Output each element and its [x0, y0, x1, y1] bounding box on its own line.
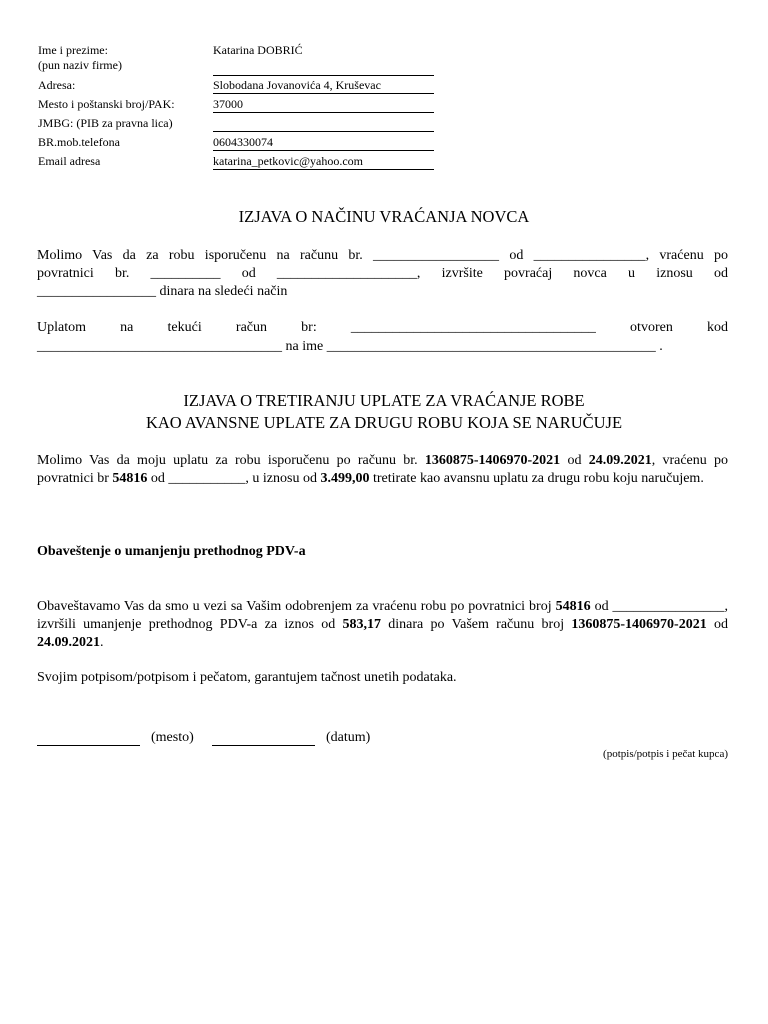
jmbg-value: [213, 116, 434, 132]
address-value: Slobodana Jovanovića 4, Kruševac: [213, 78, 434, 94]
section1-para2-line2: ___________________________________ na ime _______________________________________________ .: [37, 339, 663, 354]
section1-title: IZJAVA O NAČINU VRAĆANJA NOVCA: [238, 207, 530, 226]
phone-label: BR.mob.telefona: [38, 135, 120, 149]
phone-value: 0604330074: [213, 135, 434, 151]
section1-para1-line1: Molimo Vas da za robu isporučenu na računu br. __________________ od ________________, vraćenu po: [37, 248, 728, 263]
section2-title-line2: KAO AVANSNE UPLATE ZA DRUGU ROBU KOJA SE NARUČUJE: [145, 413, 623, 432]
s3-date: 24.09.2021: [37, 635, 100, 650]
jmbg-label: JMBG: (PIB za pravna lica): [38, 116, 173, 130]
s2-text-e: tretirate kao avansnu uplatu za drugu robu koju naručujem.: [372, 471, 704, 486]
buyer-signature-label: (potpis/potpis i pečat kupca): [603, 748, 728, 760]
s2-return-number: 54816: [112, 471, 148, 486]
s3-text-e: .: [100, 635, 104, 650]
name-underline: [213, 75, 434, 76]
s3-text-d: od: [714, 617, 728, 632]
name-label: Ime i prezime:: [38, 43, 108, 57]
date-label: (datum): [326, 730, 371, 745]
place-signature-line: [37, 745, 140, 746]
s3-text-c: dinara po Vašem računu broj: [388, 617, 565, 632]
name-value: Katarina DOBRIĆ: [213, 43, 303, 57]
section1-para1-line3: _________________ dinara na sledeći način: [37, 284, 288, 299]
email-value: katarina_petkovic@yahoo.com: [213, 154, 434, 170]
s2-date: 24.09.2021: [588, 453, 652, 468]
section2-paragraph: [37, 452, 728, 488]
section1-para1-line2: povratnici br. __________ od ____________________, izvršite povraćaj novca u iznosu od: [37, 266, 728, 281]
s3-return-number: 54816: [555, 599, 591, 614]
s3-text-a: Obaveštavamo Vas da smo u vezi sa Vašim odobrenjem za vraćenu robu po povratnici broj: [37, 599, 552, 614]
s3-vat-amount: 583,17: [342, 617, 381, 632]
s2-amount: 3.499,00: [320, 471, 370, 486]
section3-paragraph: [37, 598, 728, 652]
city-label: Mesto i poštanski broj/PAK:: [38, 97, 175, 111]
email-label: Email adresa: [38, 154, 101, 168]
s2-invoice-number: 1360875-1406970-2021: [424, 453, 561, 468]
city-value: 37000: [213, 97, 434, 113]
section1-para2-line1: Uplatom na tekući račun br: ___________________________________ otvoren kod: [37, 320, 728, 335]
s2-text-c: , vraćenu po povratnici br: [37, 453, 729, 486]
s3-invoice-number: 1360875-1406970-2021: [571, 617, 707, 632]
name-sublabel: (pun naziv firme): [38, 58, 122, 72]
section2-title-line1: IZJAVA O TRETIRANJU UPLATE ZA VRAĆANJE ROBE: [183, 391, 585, 410]
date-signature-line: [212, 745, 315, 746]
guarantee-statement: Svojim potpisom/potpisom i pečatom, garantujem tačnost unetih podataka.: [37, 670, 457, 685]
s3-text-b: od ________________, izvršili umanjenje prethodnog PDV-a za iznos od: [37, 599, 729, 632]
place-label: (mesto): [151, 730, 194, 745]
address-label: Adresa:: [38, 78, 76, 92]
s2-text-d: od ___________, u iznosu od: [150, 471, 317, 486]
s2-text-b: od: [567, 453, 582, 468]
s2-text-a: Molimo Vas da moju uplatu za robu isporučenu po računu br.: [37, 453, 418, 468]
section3-heading: Obaveštenje o umanjenju prethodnog PDV-a: [37, 544, 306, 559]
